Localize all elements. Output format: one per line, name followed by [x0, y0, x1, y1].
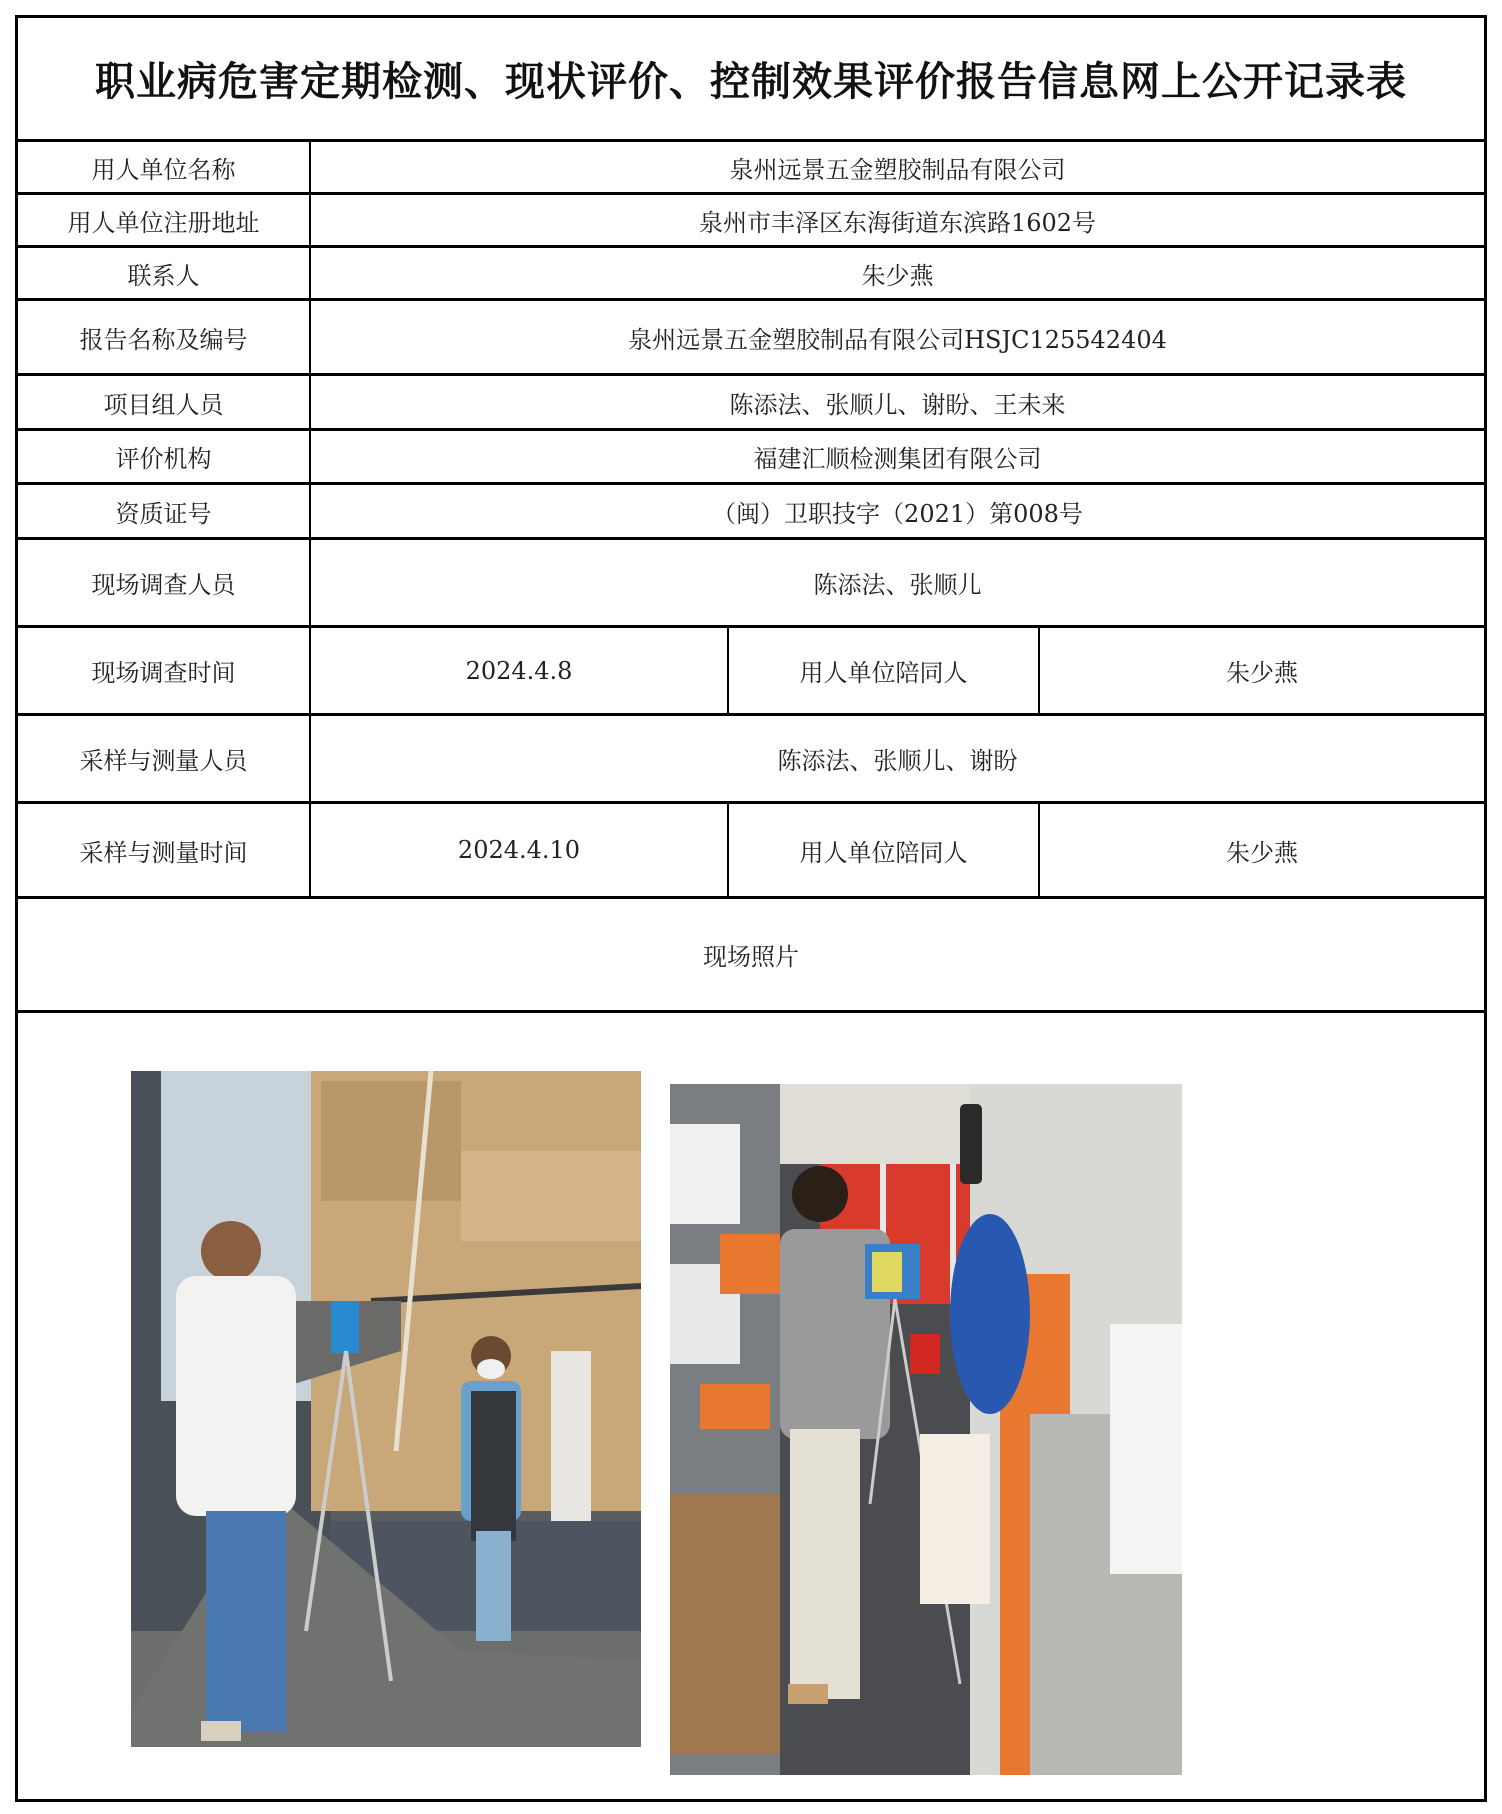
row-value: 泉州市丰泽区东海街道东滨路1602号	[698, 208, 1097, 237]
row-label: 报告名称及编号	[18, 301, 311, 373]
sampling-date: 2024.4.10	[311, 804, 729, 896]
survey-date: 2024.4.8	[311, 628, 729, 713]
row-value: 陈添法、张顺儿、谢盼	[777, 747, 1018, 775]
row-label: 现场调查人员	[18, 540, 311, 625]
row-value: 福建汇顺检测集团有限公司	[753, 445, 1042, 473]
row-employer-address	[18, 195, 1484, 248]
row-label: 采样与测量时间	[18, 804, 311, 896]
row-report-name	[18, 301, 1484, 376]
row-value: 陈添法、张顺儿、谢盼、王未来	[729, 390, 1066, 419]
row-label: 采样与测量人员	[18, 716, 311, 801]
row-sampling-staff	[18, 716, 1484, 804]
row-label: 用人单位名称	[18, 142, 311, 192]
row-sampling-time	[18, 804, 1484, 899]
row-label: 项目组人员	[18, 376, 311, 428]
row-survey-time	[18, 628, 1484, 716]
companion-name: 朱少燕	[1226, 659, 1298, 687]
row-label: 用人单位注册地址	[18, 195, 311, 245]
companion-label: 用人单位陪同人	[729, 804, 1040, 896]
row-value: 泉州远景五金塑胶制品有限公司	[729, 155, 1066, 184]
companion-label: 用人单位陪同人	[729, 628, 1040, 713]
page-title: 职业病危害定期检测、现状评价、控制效果评价报告信息网上公开记录表	[18, 18, 1484, 142]
row-value: 陈添法、张顺儿	[813, 571, 982, 599]
record-table	[15, 15, 1487, 1802]
row-employer-name	[18, 142, 1484, 195]
row-qualification	[18, 485, 1484, 540]
row-label: 联系人	[18, 248, 311, 298]
row-value: 朱少燕	[861, 261, 934, 290]
row-value: 泉州远景五金塑胶制品有限公司HSJC125542404	[628, 325, 1167, 354]
companion-name: 朱少燕	[1226, 838, 1298, 867]
row-label: 评价机构	[18, 431, 311, 482]
row-evaluation-agency	[18, 431, 1484, 485]
row-project-team	[18, 376, 1484, 431]
site-photo-2	[670, 1084, 1182, 1775]
row-label: 资质证号	[18, 485, 311, 537]
row-label: 现场调查时间	[18, 628, 311, 713]
row-survey-staff	[18, 540, 1484, 628]
site-photo-1	[131, 1071, 641, 1747]
row-contact	[18, 248, 1484, 301]
site-photos-label: 现场照片	[18, 899, 1484, 1013]
row-value: （闽）卫职技字（2021）第008号	[712, 499, 1083, 528]
